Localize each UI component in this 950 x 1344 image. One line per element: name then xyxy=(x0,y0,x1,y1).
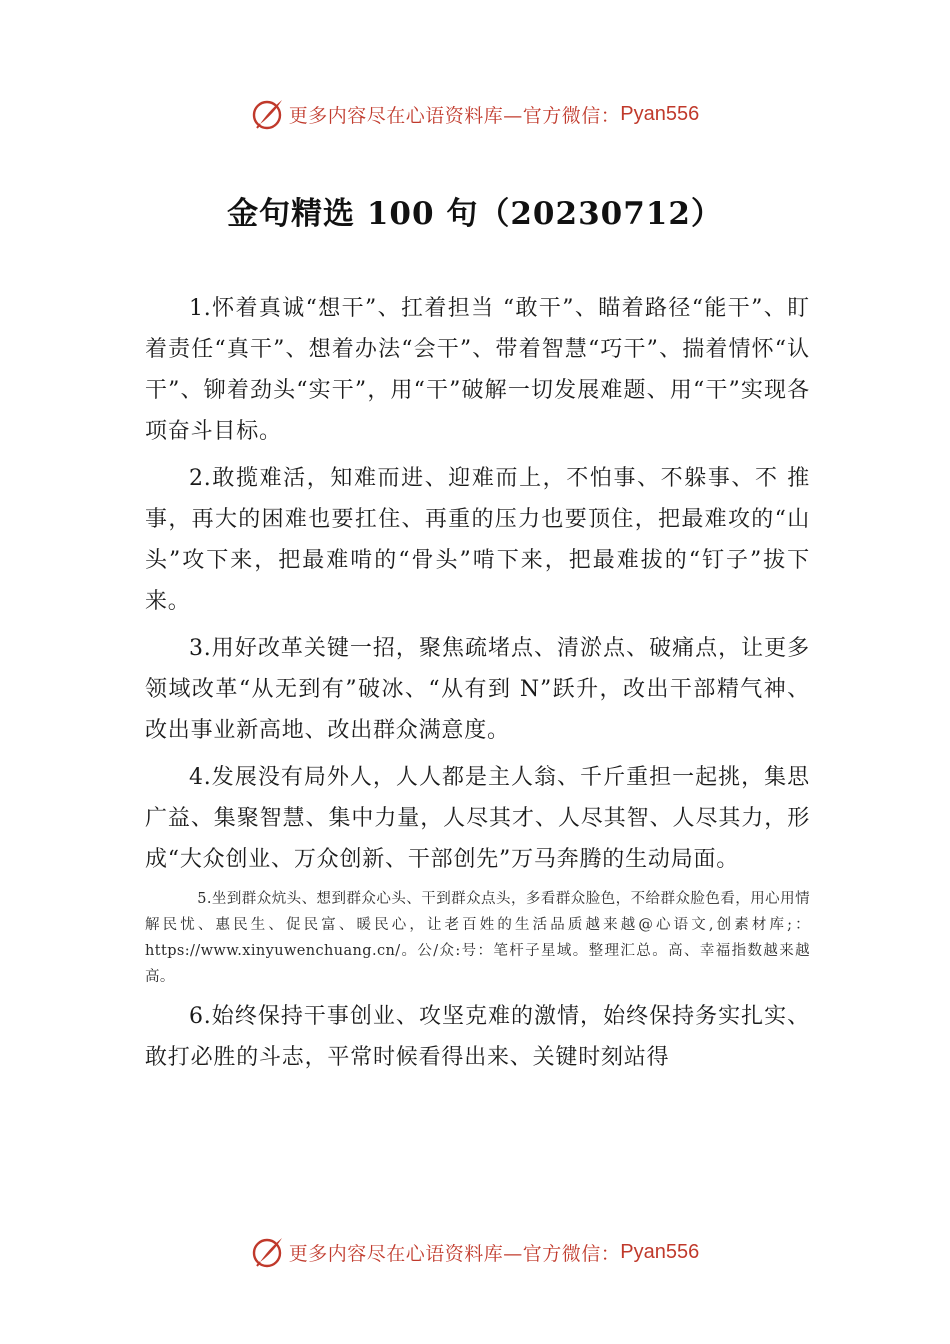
paragraph-5: 5.坐到群众炕头、想到群众心头、干到群众点头，多看群众脸色，不给群众脸色看，用心用情解民忧、惠民生、促民富、暖民心，让老百姓的生活品质越来越@心语文,创素材库;：https://www.xinyuwenchuang.cn/。公/众:号：笔杆子星域。整理汇总。高、幸福指数越来越高。 xyxy=(145,891,810,985)
paragraph-3: 3.用好改革关键一招，聚焦疏堵点、清淤点、破痛点，让更多领域改革“从无到有”破冰、“从有到 N”跃升，改出干部精气神、改出事业新高地、改出群众满意度。 xyxy=(145,636,810,743)
paragraph-2: 2.敢揽难活，知难而进、迎难而上，不怕事、不躲事、不 推事，再大的困难也要扛住、再重的压力也要顶住，把最难攻的“山头”攻下来，把最难啃的“骨头”啃下来，把最难拔的“钉子”拔下来。 xyxy=(145,466,810,614)
header-banner xyxy=(0,94,950,134)
footer-banner xyxy=(0,1232,950,1272)
quill-pen-logo-icon xyxy=(251,97,285,131)
banner-text: 更多内容尽在心语资料库—官方微信： xyxy=(288,104,621,127)
banner-wechat-id: Pyan556 xyxy=(620,102,700,125)
paragraph-4: 4.发展没有局外人，人人都是主人翁、千斤重担一起挑，集思广益、集聚智慧、集中力量，人尽其才、人尽其智、人尽其力，形成“大众创业、万众创新、干部创先”万马奔腾的生动局面。 xyxy=(145,765,810,872)
banner-wechat-id: Pyan556 xyxy=(620,1240,700,1263)
paragraph-6: 6.始终保持干事创业、攻坚克难的激情，始终保持务实扎实、敢打必胜的斗志，平常时候看得出来、关键时刻站得 xyxy=(145,1004,810,1070)
quill-pen-logo-icon xyxy=(251,1235,285,1269)
document-body xyxy=(145,288,810,1084)
page-title: 金句精选 100 句（20230712） xyxy=(227,196,723,232)
paragraph-1: 1.怀着真诚“想干”、扛着担当 “敢干”、瞄着路径“能干”、盯着责任“真干”、想着办法“会干”、带着智慧“巧干”、揣着情怀“认干”、铆着劲头“实干”，用“干”破解一切发展难题、用“干”实现各项奋斗目标。 xyxy=(145,296,810,444)
banner-text: 更多内容尽在心语资料库—官方微信： xyxy=(288,1242,621,1265)
